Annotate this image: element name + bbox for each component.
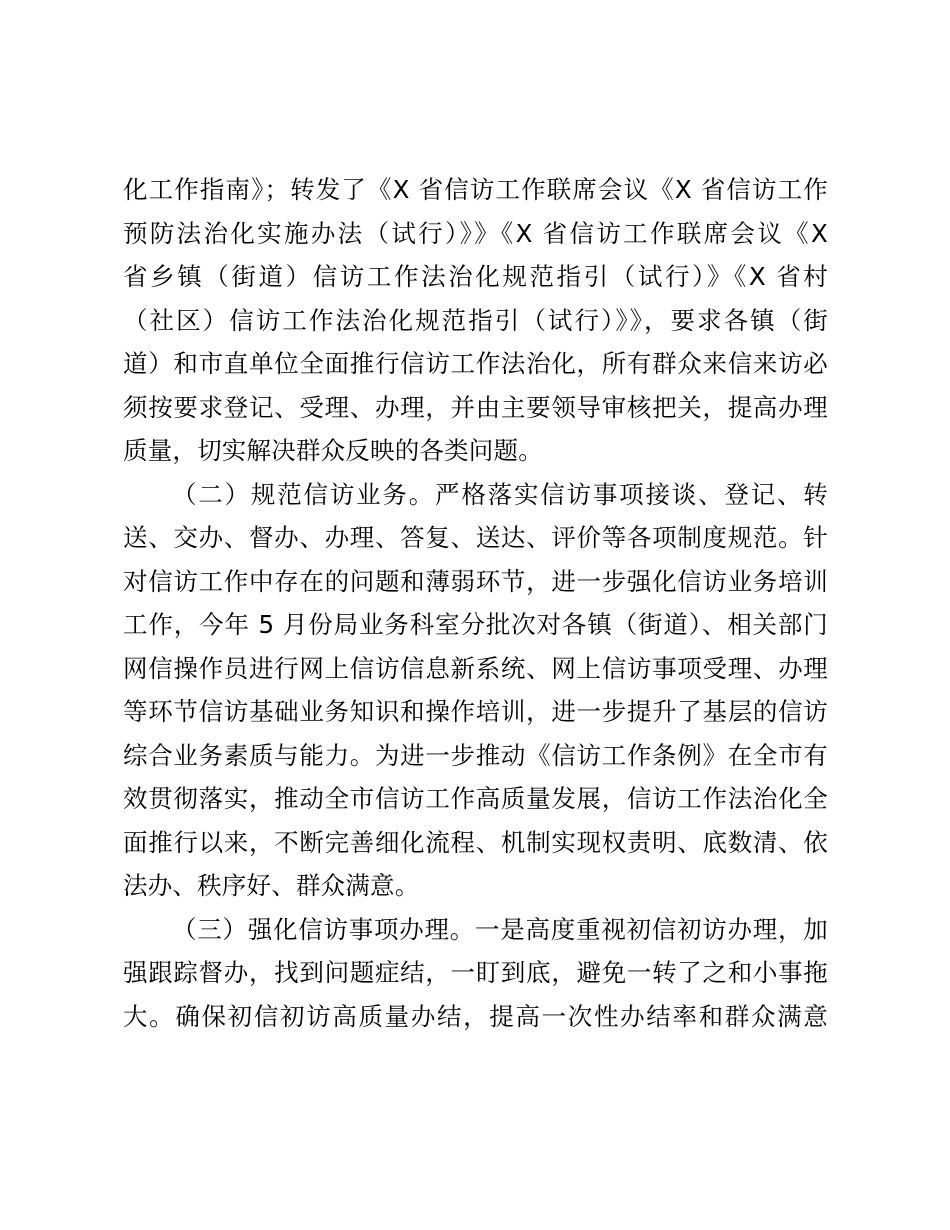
text-line: 网信操作员进行网上信访信息新系统、网上信访事项受理、办理 [123, 653, 828, 683]
section-heading-line: （二）规范信访业务。严格落实信访事项接谈、登记、转 [172, 479, 828, 509]
text-line: 综合业务素质与能力。为进一步推动《信访工作条例》在全市有 [123, 740, 828, 770]
text-line: 道）和市直单位全面推行信访工作法治化，所有群众来信来访必 [123, 349, 828, 378]
text-line: 工作，今年 5 月份局业务科室分批次对各镇（街道）、相关部门 [123, 610, 828, 639]
text-line: 预防法治化实施办法（试行）》》《X 省信访工作联席会议《X [123, 218, 828, 248]
text-line: 送、交办、督办、办理、答复、送达、评价等各项制度规范。针 [123, 523, 828, 552]
section-heading-line: （三）强化信访事项办理。一是高度重视初信初访办理，加 [172, 914, 828, 944]
text-line: 等环节信访基础业务知识和操作培训，进一步提升了基层的信访 [123, 697, 828, 726]
text-line: 强跟踪督办，找到问题症结，一盯到底，避免一转了之和小事拖 [123, 958, 828, 987]
text-line: 面推行以来，不断完善细化流程、机制实现权责明、底数清、依 [123, 827, 828, 857]
text-line: 须按要求登记、受理、办理，并由主要领导审核把关，提高办理 [123, 392, 828, 422]
text-line: 效贯彻落实，推动全市信访工作高质量发展，信访工作法治化全 [123, 784, 828, 813]
text-line: 法办、秩序好、群众满意。 [123, 871, 420, 900]
text-line: 化工作指南》；转发了《X 省信访工作联席会议《X 省信访工作 [123, 175, 828, 204]
text-line: （社区）信访工作法治化规范指引（试行）》》，要求各镇（街 [123, 305, 828, 335]
text-line: 质量，切实解决群众反映的各类问题。 [123, 436, 543, 465]
text-line: 省乡镇（街道）信访工作法治化规范指引（试行）》《X 省村 [123, 262, 828, 291]
text-line: 对信访工作中存在的问题和薄弱环节，进一步强化信访业务培训 [123, 566, 828, 596]
text-line: 大。确保初信初访高质量办结，提高一次性办结率和群众满意 [123, 1001, 828, 1031]
document-body [123, 168, 828, 1038]
